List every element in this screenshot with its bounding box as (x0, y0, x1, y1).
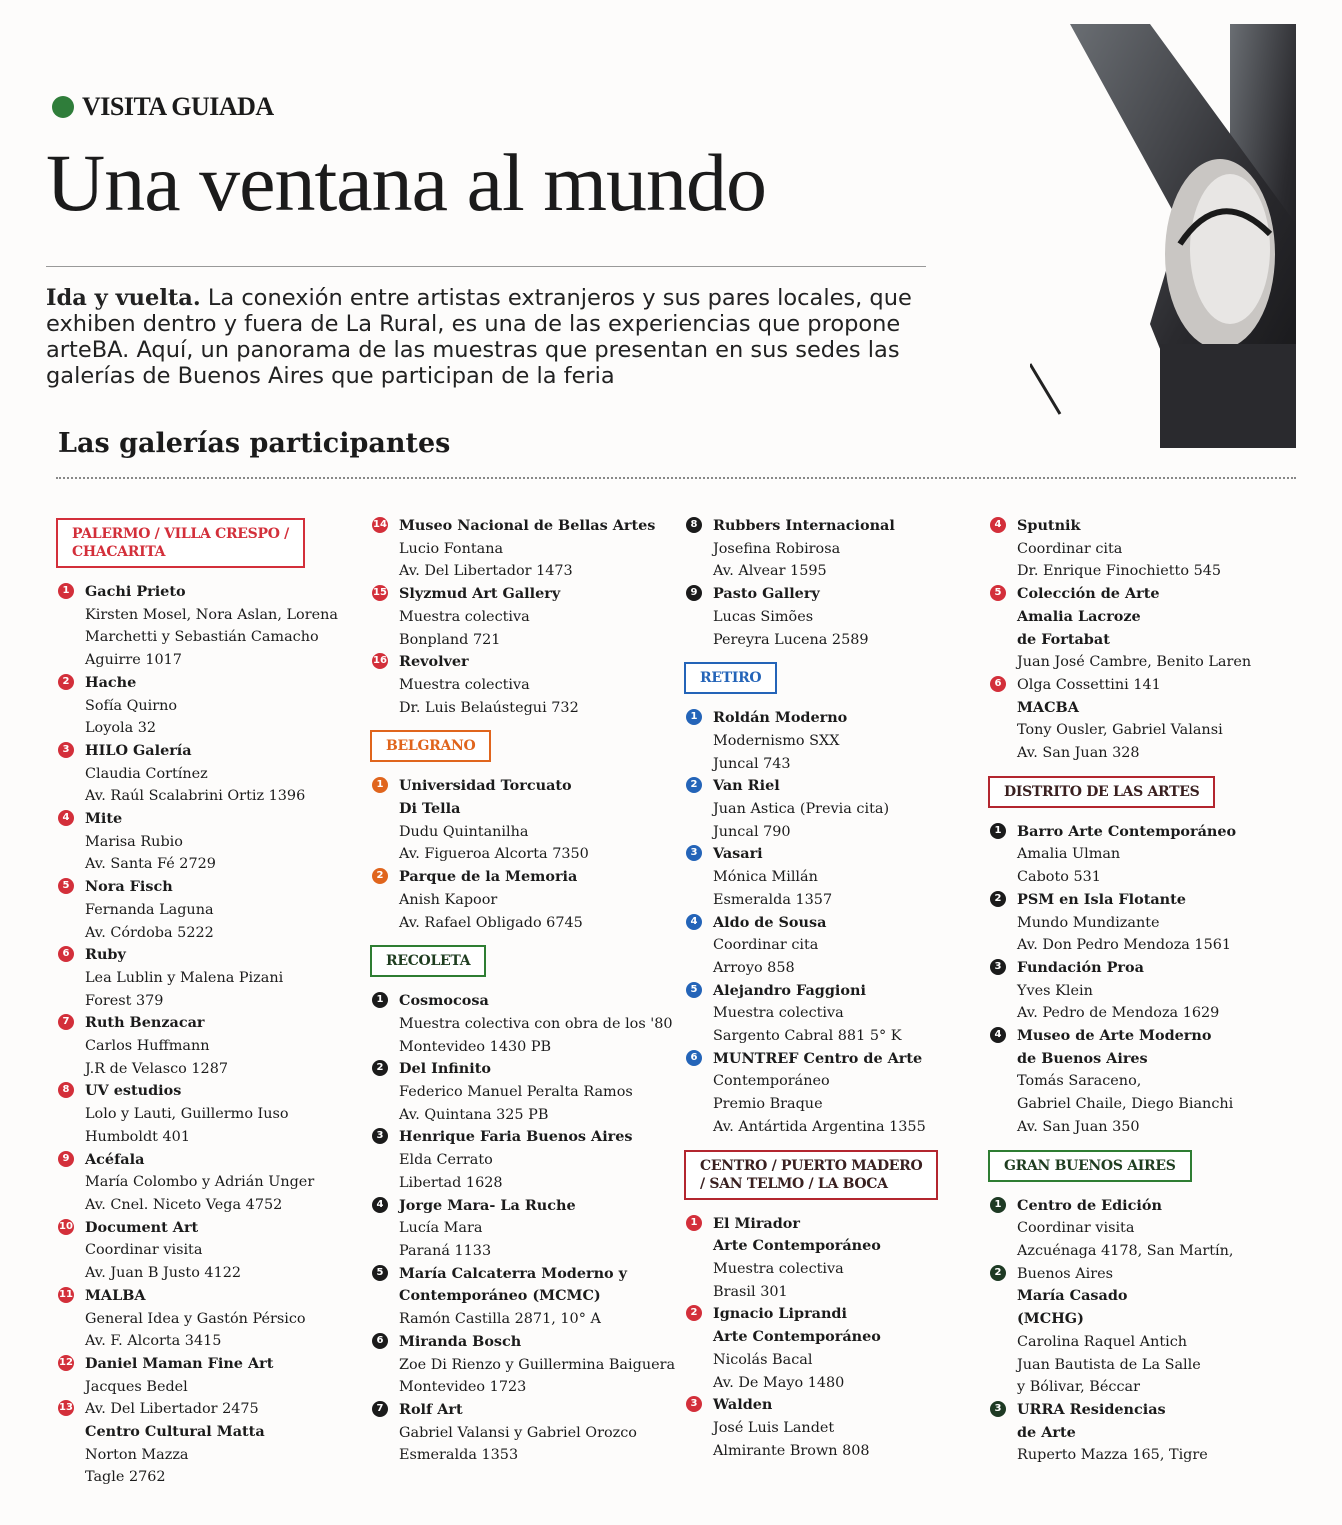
number-badge: 13 (58, 1400, 74, 1416)
gallery-name: Ignacio Liprandi (713, 1305, 847, 1323)
gallery-name: Barro Arte Contemporáneo (1017, 822, 1237, 840)
number-badge: 2 (990, 891, 1006, 907)
gallery-name: Cosmocosa (399, 992, 489, 1010)
gallery-detail: Juncal 790 (713, 823, 791, 840)
gallery-name: Rubbers Internacional (713, 517, 895, 534)
gallery-item (684, 912, 984, 980)
gallery-name: Amalia Lacroze (1017, 607, 1141, 625)
gallery-detail: Kirsten Mosel, Nora Aslan, Lorena (85, 606, 338, 623)
gallery-detail: Marisa Rubio (85, 833, 183, 850)
number-badge: 11 (58, 1287, 74, 1303)
gallery-detail: Juan José Cambre, Benito Laren (1017, 654, 1252, 671)
number-badge: 3 (372, 1128, 388, 1144)
number-badge: 1 (990, 1197, 1006, 1213)
region-title-line: RETIRO (700, 670, 762, 687)
gallery-name: Revolver (399, 653, 469, 671)
number-badge: 9 (58, 1151, 74, 1167)
gallery-name: Document Art (85, 1218, 199, 1236)
gallery-detail: Av. F. Alcorta 3415 (85, 1333, 222, 1350)
gallery-detail: Anish Kapoor (399, 891, 498, 908)
gallery-detail: Av. San Juan 350 (1017, 1118, 1140, 1135)
gallery-name: Museo de Arte Moderno (1017, 1027, 1212, 1045)
gallery-detail: Sargento Cabral 881 5° K (713, 1028, 902, 1045)
gallery-item (370, 1399, 670, 1467)
gallery-detail: Av. Quintana 325 PB (399, 1106, 549, 1123)
gallery-name: Roldán Moderno (713, 709, 848, 727)
gallery-name: Fundación Proa (1017, 958, 1144, 976)
gallery-item (370, 866, 670, 934)
number-badge: 6 (686, 1050, 702, 1066)
gallery-item (56, 1285, 346, 1353)
gallery-detail: Lolo y Lauti, Guillermo Iuso (85, 1106, 289, 1123)
gallery-item (988, 1195, 1298, 1263)
gallery-item (370, 1195, 670, 1263)
gallery-detail: Brasil 301 (713, 1283, 788, 1300)
gallery-detail: Claudia Cortínez (85, 765, 208, 782)
region-title-line: CHACARITA (72, 544, 166, 560)
gallery-name: Ruth Benzacar (85, 1014, 205, 1032)
gallery-detail: Ramón Castilla 2871, 10° A (399, 1311, 601, 1328)
gallery-item (988, 515, 1298, 583)
gallery-item (56, 876, 346, 944)
gallery-detail: Esmeralda 1357 (713, 891, 833, 908)
gallery-name: Di Tella (399, 800, 461, 818)
deck (46, 285, 916, 389)
gallery-detail: Contemporáneo (713, 1073, 830, 1090)
gallery-detail: Gabriel Valansi y Gabriel Orozco (399, 1424, 637, 1441)
gallery-item (370, 775, 670, 866)
kicker (52, 92, 274, 122)
gallery-item (684, 583, 984, 651)
gallery-detail: Carolina Raquel Antich (1017, 1333, 1188, 1350)
gallery-name: HILO Galería (85, 741, 192, 759)
gallery-item (56, 581, 346, 672)
region-header (684, 1150, 938, 1200)
number-badge: 2 (990, 1265, 1006, 1281)
gallery-detail: Muestra colectiva (399, 608, 530, 625)
gallery-detail: Tony Ousler, Gabriel Valansi (1017, 722, 1223, 739)
gallery-item (684, 1213, 984, 1304)
gallery-name: Ruby (85, 946, 126, 964)
gallery-detail: y Bólivar, Béccar (1017, 1379, 1140, 1396)
gallery-detail: Sofía Quirno (85, 697, 178, 714)
gallery-detail: Azcuénaga 4178, San Martín, (1017, 1242, 1234, 1259)
gallery-item (56, 1149, 346, 1217)
gallery-detail: Dr. Luis Belaústegui 732 (399, 699, 579, 716)
number-badge: 1 (686, 709, 702, 725)
gallery-name: MACBA (1017, 698, 1079, 716)
region-header (988, 776, 1215, 808)
region-header (370, 730, 491, 762)
gallery-name: María Casado (1017, 1287, 1128, 1305)
gallery-name: Slyzmud Art Gallery (399, 585, 561, 603)
gallery-item (370, 1058, 670, 1126)
number-badge: 5 (58, 878, 74, 894)
gallery-detail: Marchetti y Sebastián Camacho (85, 629, 319, 646)
gallery-name: (MCHG) (1017, 1310, 1084, 1328)
gallery-item (56, 1217, 346, 1285)
gallery-detail: Modernismo SXX (713, 732, 840, 749)
gallery-detail: Zoe Di Rienzo y Guillermina Baiguera (399, 1356, 676, 1373)
gallery-detail: Loyola 32 (85, 720, 157, 737)
gallery-item (988, 1399, 1298, 1467)
gallery-name: UV estudios (85, 1082, 182, 1100)
gallery-detail: Muestra colectiva (713, 1005, 844, 1022)
headline: Una ventana al mundo (46, 137, 767, 228)
gallery-item (56, 672, 346, 740)
number-badge: 3 (990, 1401, 1006, 1417)
gallery-name: de Buenos Aires (1017, 1049, 1148, 1067)
number-badge: 2 (372, 868, 388, 884)
gallery-detail: Premio Braque (713, 1096, 823, 1113)
number-badge: 6 (990, 676, 1006, 692)
gallery-name: Nora Fisch (85, 878, 173, 896)
gallery-item (370, 1126, 670, 1194)
gallery-detail: Humboldt 401 (85, 1128, 190, 1145)
gallery-item (56, 1012, 346, 1080)
gallery-item (988, 1025, 1298, 1139)
gallery-name: Jorge Mara- La Ruche (399, 1196, 576, 1214)
number-badge: 4 (990, 1027, 1006, 1043)
gallery-item (370, 651, 670, 719)
gallery-detail: Juan Bautista de La Salle (1017, 1356, 1201, 1373)
gallery-item (684, 1303, 984, 1394)
gallery-name: Sputnik (1017, 517, 1081, 534)
gallery-detail: Buenos Aires (1017, 1265, 1114, 1282)
number-badge: 4 (990, 517, 1006, 533)
gallery-item (370, 1331, 676, 1399)
number-badge: 10 (58, 1219, 74, 1235)
region-header (370, 945, 486, 977)
region-header (988, 1150, 1192, 1182)
number-badge: 12 (58, 1355, 74, 1371)
gallery-item (56, 1353, 346, 1398)
gallery-detail: J.R de Velasco 1287 (85, 1060, 229, 1077)
gallery-item (684, 980, 984, 1048)
number-badge: 1 (686, 1215, 702, 1231)
gallery-detail: Federico Manuel Peralta Ramos (399, 1084, 633, 1101)
region-title-line: RECOLETA (386, 953, 471, 970)
gallery-name: Rolf Art (399, 1400, 463, 1418)
gallery-detail: Av. Figueroa Alcorta 7350 (399, 846, 589, 863)
number-badge: 5 (686, 982, 702, 998)
gallery-detail: Montevideo 1723 (399, 1379, 527, 1396)
gallery-detail: Arroyo 858 (713, 959, 795, 976)
gallery-name: Miranda Bosch (399, 1332, 522, 1350)
gallery-name: Alejandro Faggioni (713, 981, 866, 999)
gallery-detail: Montevideo 1430 PB (399, 1038, 552, 1055)
gallery-item (684, 1048, 984, 1139)
gallery-column-2 (370, 515, 676, 1467)
gallery-name: de Arte (1017, 1423, 1076, 1441)
gallery-detail: Norton Mazza (85, 1446, 189, 1463)
gallery-name: Henrique Faria Buenos Aires (399, 1128, 633, 1146)
number-badge: 4 (372, 1197, 388, 1213)
gallery-detail: Av. Alvear 1595 (713, 563, 827, 580)
gallery-detail: Av. Raúl Scalabrini Ortiz 1396 (85, 788, 306, 805)
gallery-item (56, 1398, 346, 1489)
gallery-item (56, 1080, 346, 1148)
number-badge: 14 (372, 517, 388, 533)
gallery-detail: Aguirre 1017 (85, 652, 182, 669)
gallery-name: Arte Contemporáneo (713, 1328, 881, 1346)
number-badge: 1 (990, 823, 1006, 839)
gallery-name: El Mirador (713, 1214, 800, 1232)
region-title-line: GRAN BUENOS AIRES (1004, 1157, 1176, 1174)
gallery-name: Hache (85, 673, 137, 691)
gallery-name: Museo Nacional de Bellas Artes (399, 517, 656, 534)
gallery-item (988, 821, 1298, 889)
gallery-detail: Forest 379 (85, 992, 164, 1009)
gallery-item (988, 957, 1298, 1025)
gallery-name: María Calcaterra Moderno y (399, 1264, 628, 1282)
gallery-detail: Av. Antártida Argentina 1355 (713, 1118, 926, 1135)
number-badge: 3 (686, 1396, 702, 1412)
region-title-line: CENTRO / PUERTO MADERO (700, 1157, 923, 1174)
gallery-item (988, 674, 1298, 765)
gallery-item (684, 775, 984, 843)
region-title-line: BELGRANO (386, 738, 476, 755)
bullet-dot-icon (52, 96, 74, 118)
number-badge: 3 (686, 845, 702, 861)
gallery-name: URRA Residencias (1017, 1400, 1166, 1418)
gallery-item (56, 808, 346, 876)
gallery-name: Daniel Maman Fine Art (85, 1354, 274, 1372)
gallery-name: PSM en Isla Flotante (1017, 890, 1186, 908)
number-badge: 2 (58, 674, 74, 690)
gallery-column-1 (56, 515, 346, 1489)
gallery-detail: Mundo Mundizante (1017, 914, 1160, 931)
gallery-detail: Yves Klein (1017, 982, 1093, 999)
number-badge: 9 (686, 585, 702, 601)
divider (46, 266, 926, 267)
region-header (684, 662, 777, 694)
gallery-detail: General Idea y Gastón Pérsico (85, 1310, 306, 1327)
region-title-line: / SAN TELMO / LA BOCA (700, 1175, 888, 1192)
gallery-detail: Olga Cossettini 141 (1017, 676, 1161, 693)
gallery-detail: Coordinar cita (713, 937, 819, 954)
gallery-detail: Av. Córdoba 5222 (85, 924, 214, 941)
gallery-detail: Paraná 1133 (399, 1242, 492, 1259)
gallery-detail: Av. Don Pedro Mendoza 1561 (1017, 937, 1232, 954)
gallery-item (684, 707, 984, 775)
gallery-name: Centro de Edición (1017, 1196, 1162, 1214)
gallery-name: Colección de Arte (1017, 585, 1160, 603)
gallery-detail: Muestra colectiva con obra de los '80 (399, 1015, 673, 1032)
gallery-name: Vasari (713, 845, 763, 863)
gallery-detail: José Luis Landet (713, 1419, 835, 1436)
gallery-detail: Coordinar visita (85, 1242, 203, 1259)
gallery-detail: Almirante Brown 808 (713, 1442, 870, 1459)
gallery-detail: Bonpland 721 (399, 631, 501, 648)
gallery-name: Gachi Prieto (85, 583, 186, 600)
gallery-item (988, 583, 1298, 674)
gallery-detail: Libertad 1628 (399, 1174, 503, 1191)
number-badge: 6 (372, 1333, 388, 1349)
gallery-detail: Dr. Enrique Finochietto 545 (1017, 563, 1222, 580)
gallery-detail: Josefina Robirosa (713, 540, 841, 557)
gallery-detail: Av. Del Libertador 2475 (85, 1401, 259, 1418)
gallery-name: de Fortabat (1017, 630, 1110, 648)
gallery-detail: Muestra colectiva (399, 676, 530, 693)
gallery-item (370, 515, 670, 583)
gallery-detail: Lucía Mara (399, 1220, 483, 1237)
gallery-detail: Lucas Simões (713, 608, 814, 625)
number-badge: 15 (372, 585, 388, 601)
gallery-name: Contemporáneo (MCMC) (399, 1287, 601, 1305)
gallery-detail: Muestra colectiva (713, 1260, 844, 1277)
gallery-detail: Amalia Ulman (1017, 846, 1121, 863)
gallery-detail: Juan Astica (Previa cita) (713, 801, 890, 818)
gallery-detail: Coordinar visita (1017, 1220, 1135, 1237)
gallery-item (684, 515, 984, 583)
number-badge: 4 (686, 914, 702, 930)
gallery-item (988, 889, 1298, 957)
gallery-detail: Tomás Saraceno, (1017, 1073, 1142, 1090)
gallery-detail: Caboto 531 (1017, 869, 1101, 886)
gallery-column-4 (988, 515, 1298, 1467)
gallery-name: Van Riel (713, 777, 780, 795)
number-badge: 8 (58, 1082, 74, 1098)
number-badge: 3 (58, 742, 74, 758)
gallery-detail: Gabriel Chaile, Diego Bianchi (1017, 1096, 1234, 1113)
gallery-detail: María Colombo y Adrián Unger (85, 1174, 315, 1191)
gallery-detail: Juncal 743 (713, 755, 791, 772)
gallery-name: Universidad Torcuato (399, 777, 572, 795)
gallery-detail: Tagle 2762 (85, 1469, 166, 1486)
gallery-item (370, 990, 673, 1058)
number-badge: 2 (372, 1060, 388, 1076)
gallery-item (684, 843, 984, 911)
region-header (56, 518, 305, 568)
gallery-detail: Carlos Huffmann (85, 1038, 210, 1055)
gallery-name: Acéfala (85, 1150, 145, 1168)
gallery-detail: Av. Pedro de Mendoza 1629 (1017, 1005, 1220, 1022)
gallery-item (988, 1263, 1298, 1399)
number-badge: 2 (686, 777, 702, 793)
number-badge: 4 (58, 810, 74, 826)
artwork-photo (1030, 24, 1296, 448)
number-badge: 8 (686, 517, 702, 533)
gallery-item (56, 944, 346, 1012)
gallery-name: Centro Cultural Matta (85, 1423, 265, 1441)
gallery-name: Arte Contemporáneo (713, 1237, 881, 1255)
number-badge: 3 (990, 959, 1006, 975)
number-badge: 5 (990, 585, 1006, 601)
gallery-detail: Mónica Millán (713, 869, 818, 886)
region-title-line: DISTRITO DE LAS ARTES (1004, 783, 1200, 800)
gallery-name: MUNTREF Centro de Arte (713, 1049, 923, 1067)
gallery-detail: Av. Del Libertador 1473 (399, 563, 573, 580)
gallery-detail: Lea Lublin y Malena Pizani (85, 969, 284, 986)
number-badge: 7 (372, 1401, 388, 1417)
gallery-item (370, 1263, 670, 1331)
gallery-item (370, 583, 670, 651)
gallery-detail: Ruperto Mazza 165, Tigre (1017, 1447, 1208, 1464)
gallery-detail: Av. Cnel. Niceto Vega 4752 (85, 1196, 283, 1213)
region-title-line: PALERMO / VILLA CRESPO / (72, 526, 289, 542)
dotted-divider (56, 477, 1296, 479)
gallery-name: Mite (85, 810, 123, 828)
section-title: Las galerías participantes (58, 428, 451, 459)
gallery-name: MALBA (85, 1286, 146, 1304)
gallery-name: Aldo de Sousa (713, 913, 827, 931)
number-badge: 7 (58, 1014, 74, 1030)
gallery-name: Del Infinito (399, 1060, 491, 1078)
number-badge: 1 (58, 583, 74, 599)
gallery-detail: Nicolás Bacal (713, 1351, 813, 1368)
gallery-detail: Fernanda Laguna (85, 901, 214, 918)
gallery-detail: Lucio Fontana (399, 540, 504, 557)
gallery-detail: Av. De Mayo 1480 (713, 1374, 845, 1391)
gallery-detail: Av. Rafael Obligado 6745 (399, 914, 583, 931)
number-badge: 5 (372, 1265, 388, 1281)
deck-lead: Ida y vuelta. (46, 285, 201, 311)
number-badge: 16 (372, 653, 388, 669)
gallery-item (56, 740, 346, 808)
gallery-name: Parque de la Memoria (399, 868, 578, 886)
gallery-detail: Pereyra Lucena 2589 (713, 631, 869, 648)
number-badge: 6 (58, 946, 74, 962)
gallery-item (684, 1394, 984, 1462)
kicker-label: VISITA GUIADA (82, 92, 274, 121)
gallery-detail: Av. Juan B Justo 4122 (85, 1265, 242, 1282)
gallery-detail: Dudu Quintanilha (399, 823, 529, 840)
number-badge: 1 (372, 777, 388, 793)
gallery-detail: Av. San Juan 328 (1017, 745, 1140, 762)
gallery-detail: Esmeralda 1353 (399, 1447, 519, 1464)
gallery-detail: Elda Cerrato (399, 1152, 493, 1169)
gallery-detail: Av. Santa Fé 2729 (85, 856, 216, 873)
gallery-name: Pasto Gallery (713, 585, 820, 603)
gallery-name: Walden (713, 1396, 773, 1414)
number-badge: 2 (686, 1305, 702, 1321)
deck-text: La conexión entre artistas extranjeros y sus pares locales, que exhiben dentro y fuera de La Rural, es una de las experiencias que propone arteBA. Aquí, un panorama de las muestras que presentan en sus sedes las galerías de Buenos Aires que participan de la feria (46, 285, 912, 389)
gallery-detail: Jacques Bedel (85, 1378, 188, 1395)
gallery-detail: Coordinar cita (1017, 540, 1123, 557)
number-badge: 1 (372, 992, 388, 1008)
gallery-column-3 (684, 515, 984, 1462)
